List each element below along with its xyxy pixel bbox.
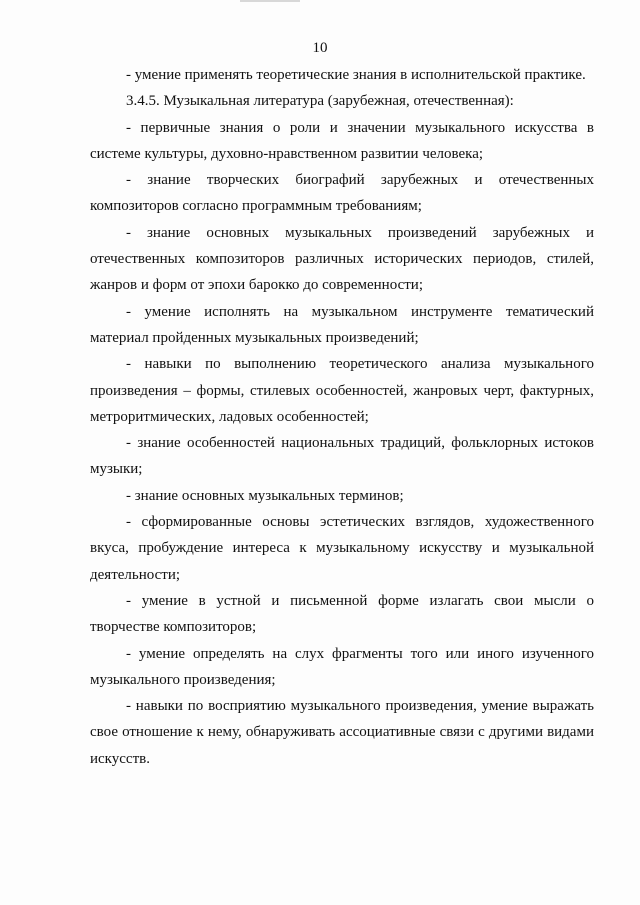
paragraph-10: - умение в устной и письменной форме излагать свои мысли о творчестве композиторов; bbox=[90, 592, 594, 636]
paragraph-12: - навыки по восприятию музыкального произведения, умение выражать свое отношение к нему, обнаруживать ассоциативные связи с другими видами искусств. bbox=[90, 698, 594, 767]
paragraph-7: - знание особенностей национальных традиций, фольклорных истоков музыки; bbox=[90, 435, 594, 478]
paragraph-2: - первичные знания о роли и значении музыкального искусства в системе культуры, духовно-нравственном развитии человека; bbox=[90, 119, 594, 162]
body-text bbox=[90, 62, 594, 772]
section-heading-3-4-5: 3.4.5. Музыкальная литература (зарубежная, отечественная): bbox=[126, 93, 514, 110]
paragraph-6: - навыки по выполнению теоретического анализа музыкального произведения – формы, стилевых особенностей, жанровых черт, фактурных, метроритмических, ладовых особенностей; bbox=[90, 356, 594, 425]
page-number: 10 bbox=[312, 40, 328, 56]
paragraph-5: - умение исполнять на музыкальном инструменте тематический материал пройденных музыкальных произведений; bbox=[90, 303, 594, 346]
paragraph-11: - умение определять на слух фрагменты того или иного изученного музыкального произведения; bbox=[90, 645, 594, 688]
paragraph-9: - сформированные основы эстетических взглядов, художественного вкуса, пробуждение интереса к музыкальному искусству и музыкальной деятельности; bbox=[90, 514, 594, 583]
paragraph-1: - умение применять теоретические знания в исполнительской практике. bbox=[126, 67, 586, 83]
paragraph-4: - знание основных музыкальных произведений зарубежных и отечественных композиторов различных исторических периодов, стилей, жанров и форм от эпохи барокко до современности; bbox=[90, 224, 594, 294]
scan-edge-mark bbox=[240, 0, 300, 2]
paragraph-8: - знание основных музыкальных терминов; bbox=[126, 487, 404, 504]
paragraph-3: - знание творческих биографий зарубежных и отечественных композиторов согласно программным требованиям; bbox=[90, 172, 594, 215]
